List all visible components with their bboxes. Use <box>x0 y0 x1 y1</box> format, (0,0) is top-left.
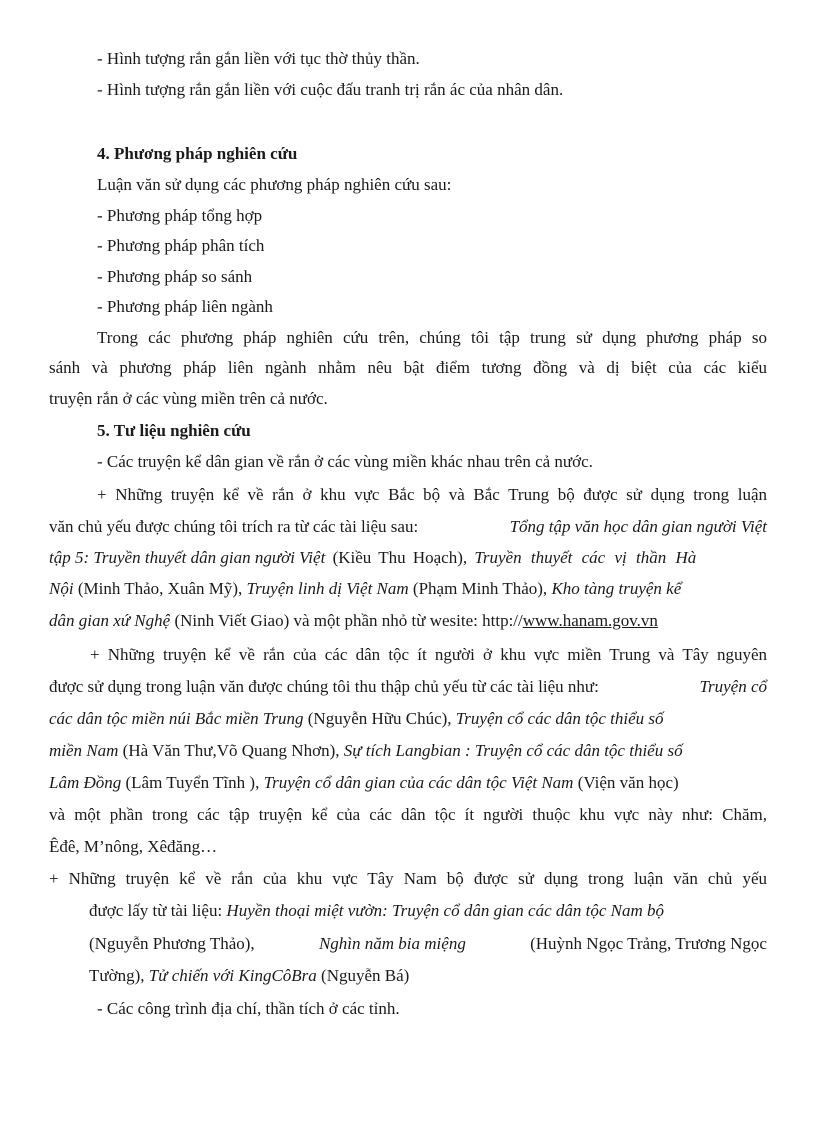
central-sources-line <box>49 740 767 762</box>
book-title: Nội <box>49 579 74 598</box>
book-title: Lâm Đồng <box>49 773 122 792</box>
section-5-heading: 5. Tư liệu nghiên cứu <box>97 421 251 440</box>
book-title: Truyện linh dị Việt Nam <box>246 579 409 598</box>
method-item: - Phương pháp so sánh <box>97 267 253 286</box>
book-title: các dân tộc miền núi Bắc miền Trung <box>49 709 304 728</box>
text-span: được lấy từ tài liệu: <box>89 901 227 920</box>
book-title: miền Nam <box>49 741 119 760</box>
section-4-heading: 4. Phương pháp nghiên cứu <box>97 144 298 163</box>
text-span: văn chủ yếu được chúng tôi trích ra từ các tài liệu sau: <box>49 517 419 536</box>
sources-bullet: - Các truyện kể dân gian về rắn ở các vùng miền khác nhau trên cả nước. <box>97 452 593 471</box>
north-sources-line: + Những truyện kể về rắn ở khu vực Bắc bộ và Bắc Trung bộ được sử dụng trong luận <box>97 485 767 504</box>
book-title: Sự tích Langbian : Truyện cổ các dân tộc thiểu số <box>343 741 683 760</box>
central-sources-line <box>49 708 767 730</box>
book-title: Truyện cổ <box>699 677 767 696</box>
methods-paragraph-line: sánh và phương pháp liên ngành nhằm nêu bật điểm tương đồng và dị biệt của các kiểu <box>49 358 767 377</box>
text-span: (Viện văn học) <box>573 773 679 792</box>
central-sources-line <box>49 772 679 794</box>
central-sources-line: và một phần trong các tập truyện kể của các dân tộc ít người thuộc khu vực này như: Chăm, <box>49 805 767 824</box>
book-title: Tử chiến với KingCôBra <box>148 966 317 985</box>
book-title: Nghìn năm bia miệng <box>318 934 466 953</box>
book-title: tập 5: Truyền thuyết dân gian người Việt <box>49 548 326 567</box>
text-span: (Hà Văn Thư,Võ Quang Nhơn), <box>118 741 344 760</box>
website-link[interactable]: www.hanam.gov.vn <box>522 611 658 630</box>
north-sources-line <box>49 578 767 600</box>
method-item: - Phương pháp phân tích <box>97 236 265 255</box>
text-span: (Phạm Minh Thảo), <box>408 579 552 598</box>
text-span: (Nguyễn Bá) <box>316 966 410 985</box>
text-span: (Kiều Thu Hoạch), <box>325 548 475 567</box>
methods-paragraph-line: truyện rắn ở các vùng miền trên cả nước. <box>49 389 328 408</box>
south-sources-line <box>89 900 664 922</box>
text-span: (Nguyễn Phương Thảo), <box>89 934 255 953</box>
book-title: dân gian xứ Nghệ <box>49 611 171 630</box>
book-title: Truyền thuyết các vị thần Hà <box>474 548 697 567</box>
methods-paragraph-line: Trong các phương pháp nghiên cứu trên, chúng tôi tập trung sử dụng phương pháp so <box>97 328 767 347</box>
book-title: Tổng tập văn học dân gian người Việt <box>509 517 767 536</box>
text-span: (Ninh Viết Giao) và một phần nhỏ từ wesite: http:// <box>170 611 523 630</box>
book-title: Kho tàng truyện kể <box>551 579 682 598</box>
north-sources-line <box>49 610 658 632</box>
north-sources-line <box>49 516 767 538</box>
text-span: (Minh Thảo, Xuân Mỹ), <box>73 579 247 598</box>
book-title: , Truyện cổ các dân tộc thiểu số <box>447 709 664 728</box>
method-item: - Phương pháp tổng hợp <box>97 206 263 225</box>
bullet-water-deity: - Hình tượng rắn gắn liền với tục thờ thủy thần. <box>97 49 420 68</box>
central-sources-line <box>49 676 767 698</box>
text-span: (Nguyễn Hữu Chúc) <box>303 709 448 728</box>
book-title: Truyện cổ dân gian của các dân tộc Việt Nam <box>263 773 574 792</box>
text-span: Tường), <box>89 966 149 985</box>
methods-intro: Luận văn sử dụng các phương pháp nghiên cứu sau: <box>97 175 452 194</box>
central-sources-line: Êđê, M’nông, Xêđăng… <box>49 837 218 856</box>
text-span: (Huỳnh Ngọc Trảng, Trương Ngọc <box>530 934 767 953</box>
south-sources-line <box>89 965 409 987</box>
sources-bullet: - Các công trình địa chí, thần tích ở các tỉnh. <box>97 999 400 1018</box>
book-title: Huyền thoại miệt vườn: Truyện cổ dân gian các dân tộc Nam bộ <box>226 901 665 920</box>
south-sources-line: + Những truyện kể về rắn của khu vực Tây Nam bộ được sử dụng trong luận văn chủ yếu <box>49 869 767 888</box>
central-sources-line: + Những truyện kể về rắn của các dân tộc ít người ở khu vực miền Trung và Tây nguyên <box>90 645 767 664</box>
text-span: được sử dụng trong luận văn được chúng tôi thu thập chủ yếu từ các tài liệu như: <box>49 677 599 696</box>
north-sources-line <box>49 547 767 569</box>
south-sources-line <box>89 933 767 955</box>
text-span: (Lâm Tuyển Tĩnh ), <box>121 773 264 792</box>
method-item: - Phương pháp liên ngành <box>97 297 273 316</box>
bullet-snake-fight: - Hình tượng rắn gắn liền với cuộc đấu tranh trị rắn ác của nhân dân. <box>97 80 564 99</box>
